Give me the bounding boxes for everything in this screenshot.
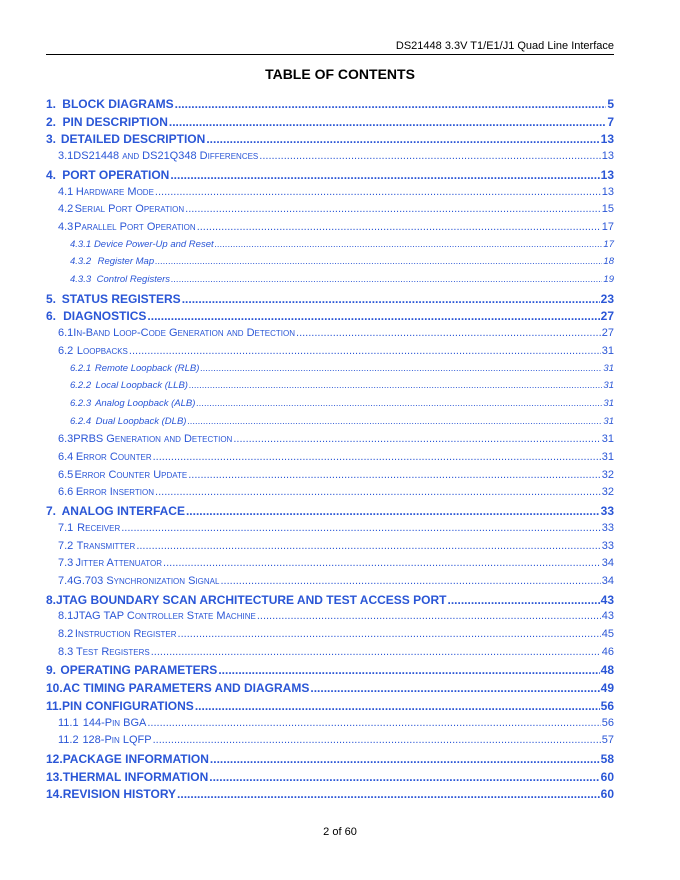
toc-entry-title[interactable]: JTAG BOUNDARY SCAN ARCHITECTURE AND TEST ACCESS PORT bbox=[56, 592, 447, 607]
toc-entry[interactable] bbox=[46, 97, 614, 111]
toc-entry[interactable] bbox=[46, 646, 614, 658]
toc-entry-page[interactable]: 31 bbox=[603, 415, 614, 427]
toc-entry-title[interactable]: REVISION HISTORY bbox=[62, 787, 177, 802]
toc-dot-leader bbox=[153, 451, 601, 463]
toc-dot-leader bbox=[259, 150, 600, 162]
toc-entry-title[interactable]: PRBS Generation and Detection bbox=[73, 433, 233, 446]
toc-entry-title[interactable]: Serial Port Operation bbox=[74, 203, 185, 216]
toc-entry-page[interactable]: 31 bbox=[603, 362, 614, 374]
toc-entry[interactable] bbox=[46, 132, 614, 146]
toc-entry-page[interactable]: 48 bbox=[600, 663, 614, 678]
toc-entry-number: 3. bbox=[46, 132, 57, 147]
toc-entry-number: 11. bbox=[46, 698, 63, 713]
toc-entry[interactable] bbox=[46, 752, 614, 766]
toc-entry[interactable] bbox=[46, 486, 614, 498]
toc-entry-title[interactable]: OPERATING PARAMETERS bbox=[60, 663, 218, 678]
toc-entry[interactable] bbox=[46, 433, 614, 445]
toc-entry-title[interactable]: Remote Loopback (RLB) bbox=[94, 362, 200, 374]
toc-entry-page[interactable]: 32 bbox=[601, 486, 614, 499]
toc-entry-page[interactable]: 49 bbox=[600, 681, 614, 696]
toc-entry-page[interactable]: 43 bbox=[601, 610, 614, 623]
toc-entry-number: 4. bbox=[46, 167, 57, 182]
toc-entry-page[interactable]: 33 bbox=[601, 539, 614, 552]
toc-dot-leader bbox=[257, 610, 601, 622]
toc-entry-page[interactable]: 5 bbox=[607, 97, 614, 111]
toc-entry-number: 7.3 bbox=[58, 557, 74, 570]
toc-entry[interactable] bbox=[46, 327, 614, 339]
toc-dot-leader bbox=[155, 486, 601, 498]
toc-dot-leader bbox=[169, 115, 606, 129]
toc-entry-number: 6.3 bbox=[58, 433, 74, 446]
toc-entry-number: 6.2.1 bbox=[70, 362, 92, 374]
toc-entry-page[interactable]: 13 bbox=[601, 150, 614, 163]
toc-entry-page[interactable]: 13 bbox=[601, 185, 614, 198]
toc-entry-title[interactable]: Test Registers bbox=[76, 645, 150, 658]
toc-entry[interactable] bbox=[46, 504, 614, 518]
toc-entry-page[interactable]: 27 bbox=[601, 327, 614, 340]
toc-entry[interactable] bbox=[46, 770, 614, 784]
toc-entry[interactable] bbox=[46, 239, 614, 250]
toc-entry-page[interactable]: 31 bbox=[603, 380, 614, 392]
toc-entry-page[interactable]: 15 bbox=[601, 203, 614, 216]
toc-entry-number: 4.3.3 bbox=[70, 274, 92, 285]
toc-entry-title[interactable]: Error Insertion bbox=[75, 486, 155, 499]
toc-dot-leader bbox=[310, 681, 599, 695]
toc-entry-number: 11.1 bbox=[58, 716, 79, 729]
toc-entry-number: 7.4 bbox=[58, 574, 74, 587]
toc-entry-page[interactable]: 31 bbox=[601, 433, 614, 446]
toc-entry-number: 6.5 bbox=[58, 468, 74, 481]
toc-entry-title[interactable]: Register Map bbox=[97, 256, 155, 268]
toc-dot-leader bbox=[185, 203, 601, 215]
toc-entry-title[interactable]: Receiver bbox=[77, 521, 121, 534]
toc-dot-leader bbox=[186, 504, 600, 518]
toc-entry-number: 11.2 bbox=[58, 734, 79, 747]
toc-entry-number: 4.1 bbox=[58, 185, 74, 198]
toc-entry-number: 6.2.2 bbox=[70, 380, 92, 392]
toc-dot-leader bbox=[296, 327, 601, 339]
toc-dot-leader bbox=[187, 416, 602, 427]
toc-entry-title[interactable]: JTAG TAP Controller State Machine bbox=[73, 610, 256, 623]
toc-entry[interactable] bbox=[46, 451, 614, 463]
toc-entry-number: 7.1 bbox=[58, 521, 74, 534]
toc-dot-leader bbox=[155, 256, 602, 267]
toc-entry-number: 4.3.1 bbox=[70, 238, 92, 250]
toc-entry[interactable] bbox=[46, 610, 614, 622]
toc-entry[interactable] bbox=[46, 734, 614, 746]
toc-entry-page[interactable]: 17 bbox=[601, 220, 614, 233]
toc-entry-title[interactable]: THERMAL INFORMATION bbox=[62, 769, 209, 784]
toc-dot-leader bbox=[189, 380, 602, 391]
toc-entry-page[interactable]: 60 bbox=[600, 769, 614, 784]
toc-entry-title[interactable]: Loopbacks bbox=[76, 344, 128, 357]
toc-entry[interactable] bbox=[46, 115, 614, 129]
toc-dot-leader bbox=[175, 97, 607, 111]
toc-entry-page[interactable]: 17 bbox=[603, 238, 614, 250]
toc-entry-number: 6.2.3 bbox=[70, 397, 92, 409]
toc-entry-page[interactable]: 7 bbox=[607, 114, 614, 129]
toc-dot-leader bbox=[136, 540, 600, 552]
page-number-footer: 2 of 60 bbox=[323, 826, 357, 838]
toc-entry[interactable] bbox=[46, 416, 614, 427]
toc-entry-page[interactable]: 33 bbox=[600, 504, 614, 519]
toc-entry[interactable] bbox=[46, 787, 614, 801]
toc-entry[interactable] bbox=[46, 717, 614, 729]
toc-dot-leader bbox=[177, 787, 600, 801]
toc-entry-page[interactable]: 32 bbox=[601, 468, 614, 481]
toc-entry-title[interactable]: PIN DESCRIPTION bbox=[62, 114, 168, 129]
toc-entry-page[interactable]: 19 bbox=[603, 274, 614, 285]
toc-entry[interactable] bbox=[46, 628, 614, 640]
toc-entry[interactable] bbox=[46, 593, 614, 607]
toc-dot-leader bbox=[209, 770, 599, 784]
toc-entry-title[interactable]: In-Band Loop-Code Generation and Detection bbox=[73, 327, 296, 340]
toc-entry[interactable] bbox=[46, 203, 614, 215]
toc-entry[interactable] bbox=[46, 540, 614, 552]
toc-entry[interactable] bbox=[46, 274, 614, 285]
toc-dot-leader bbox=[210, 752, 600, 766]
toc-entry-page[interactable]: 46 bbox=[601, 645, 614, 658]
toc-dot-leader bbox=[182, 292, 600, 306]
toc-entry-page[interactable]: 31 bbox=[601, 451, 614, 463]
toc-dot-leader bbox=[155, 186, 601, 198]
toc-entry-title[interactable]: Dual Loopback (DLB) bbox=[95, 415, 187, 427]
toc-dot-leader bbox=[151, 646, 601, 658]
toc-entry-page[interactable]: 45 bbox=[601, 628, 614, 640]
toc-entry-page[interactable]: 31 bbox=[603, 397, 614, 409]
toc-entry-title[interactable]: AC TIMING PARAMETERS AND DIAGRAMS bbox=[62, 681, 310, 696]
toc-entry-number: 7.2 bbox=[58, 539, 74, 552]
toc-entry[interactable] bbox=[46, 575, 614, 587]
toc-heading: TABLE OF CONTENTS bbox=[265, 66, 415, 82]
toc-dot-leader bbox=[197, 221, 601, 233]
toc-entry[interactable] bbox=[46, 221, 614, 233]
toc-dot-leader bbox=[163, 557, 601, 569]
toc-entry-number: 8.3 bbox=[58, 645, 74, 658]
toc-entry-title[interactable]: PACKAGE INFORMATION bbox=[62, 751, 209, 766]
toc-entry-page[interactable]: 13 bbox=[600, 167, 614, 182]
toc-entry[interactable] bbox=[46, 681, 614, 695]
toc-entry-page[interactable]: 18 bbox=[603, 256, 614, 268]
document-header-title: DS21448 3.3V T1/E1/J1 Quad Line Interface bbox=[395, 40, 614, 52]
toc-entry-number: 7. bbox=[46, 504, 57, 519]
toc-entry-title[interactable]: Device Power-Up and Reset bbox=[93, 238, 214, 250]
toc-dot-leader bbox=[188, 469, 601, 481]
toc-entry-page[interactable]: 58 bbox=[600, 751, 614, 766]
header-divider bbox=[46, 54, 614, 55]
toc-entry-number: 12. bbox=[46, 751, 63, 766]
toc-entry[interactable] bbox=[46, 345, 614, 357]
toc-entry-number: 3.1 bbox=[58, 150, 74, 163]
toc-entry-title[interactable]: Instruction Register bbox=[74, 628, 177, 640]
toc-entry-number: 6.1 bbox=[58, 327, 74, 340]
toc-dot-leader bbox=[147, 309, 599, 323]
toc-entry-number: 4.3.2 bbox=[70, 256, 92, 268]
toc-entry-number: 6. bbox=[46, 309, 57, 324]
toc-entry-number: 1. bbox=[46, 97, 57, 111]
toc-entry-page[interactable]: 23 bbox=[600, 291, 614, 306]
toc-entry-number: 14. bbox=[46, 787, 63, 802]
toc-entry-page[interactable]: 34 bbox=[601, 557, 614, 570]
toc-entry[interactable] bbox=[46, 309, 614, 323]
toc-entry[interactable] bbox=[46, 398, 614, 409]
toc-entry-title[interactable]: PIN CONFIGURATIONS bbox=[62, 698, 194, 713]
toc-entry-number: 2. bbox=[46, 114, 57, 129]
toc-entry-number: 9. bbox=[46, 663, 57, 678]
toc-entry-title[interactable]: ANALOG INTERFACE bbox=[61, 504, 185, 519]
toc-entry-title[interactable]: Transmitter bbox=[76, 539, 136, 552]
toc-entry-title[interactable]: Hardware Mode bbox=[75, 185, 154, 198]
toc-entry-page[interactable]: 31 bbox=[601, 344, 614, 357]
toc-dot-leader bbox=[447, 593, 599, 607]
toc-entry-number: 6.2 bbox=[58, 344, 74, 357]
toc-entry-title[interactable]: DS21448 and DS21Q348 Differences bbox=[73, 150, 259, 163]
toc-entry-title[interactable]: STATUS REGISTERS bbox=[61, 291, 181, 306]
toc-entry-title[interactable]: Error Counter Update bbox=[74, 468, 188, 481]
toc-entry-page[interactable]: 33 bbox=[601, 521, 614, 534]
toc-entry-title[interactable]: Jitter Attenuator bbox=[75, 557, 163, 570]
toc-entry-title[interactable]: Analog Loopback (ALB) bbox=[95, 397, 196, 409]
toc-dot-leader bbox=[178, 628, 601, 640]
toc-entry-page[interactable]: 57 bbox=[601, 734, 614, 747]
toc-entry-number: 8.1 bbox=[58, 610, 74, 623]
toc-entry-title[interactable]: PORT OPERATION bbox=[62, 167, 170, 182]
toc-entry[interactable] bbox=[46, 522, 614, 534]
toc-entry-title[interactable]: DETAILED DESCRIPTION bbox=[60, 132, 206, 147]
toc-entry-title[interactable]: G.703 Synchronization Signal bbox=[73, 574, 220, 587]
toc-entry-number: 6.6 bbox=[58, 486, 74, 499]
toc-dot-leader bbox=[206, 132, 599, 146]
toc-entry[interactable] bbox=[46, 663, 614, 677]
toc-entry[interactable] bbox=[46, 186, 614, 198]
toc-dot-leader bbox=[147, 717, 600, 729]
toc-entry[interactable] bbox=[46, 557, 614, 569]
toc-entry-number: 5. bbox=[46, 291, 57, 306]
toc-entry-page[interactable]: 56 bbox=[600, 698, 614, 713]
toc-entry-number: 6.2.4 bbox=[70, 415, 92, 427]
toc-dot-leader bbox=[215, 239, 603, 250]
toc-entry-number: 8. bbox=[46, 592, 57, 607]
toc-entry[interactable] bbox=[46, 292, 614, 306]
toc-entry-title[interactable]: Parallel Port Operation bbox=[74, 220, 196, 233]
toc-entry-title[interactable]: 128-Pin LQFP bbox=[82, 734, 152, 747]
toc-dot-leader bbox=[233, 433, 600, 445]
toc-entry-title[interactable]: BLOCK DIAGRAMS bbox=[62, 97, 174, 111]
toc-dot-leader bbox=[200, 363, 602, 374]
toc-entry-title[interactable]: Error Counter bbox=[75, 451, 152, 463]
toc-entry-page[interactable]: 13 bbox=[600, 132, 614, 147]
toc-entry-title[interactable]: Local Loopback (LLB) bbox=[95, 380, 188, 392]
toc-dot-leader bbox=[220, 575, 600, 587]
toc-dot-leader bbox=[196, 398, 602, 409]
toc-dot-leader bbox=[129, 345, 601, 357]
toc-entry[interactable] bbox=[46, 363, 614, 374]
toc-entry-number: 13. bbox=[46, 769, 63, 784]
toc-entry-title[interactable]: DIAGNOSTICS bbox=[63, 309, 147, 324]
toc-dot-leader bbox=[218, 663, 599, 677]
toc-entry-page[interactable]: 56 bbox=[601, 716, 614, 729]
toc-entry[interactable] bbox=[46, 699, 614, 713]
toc-entry[interactable] bbox=[46, 256, 614, 267]
toc-entry[interactable] bbox=[46, 150, 614, 162]
toc-entry-title[interactable]: 144-Pin BGA bbox=[82, 716, 147, 729]
toc-entry-page[interactable]: 60 bbox=[600, 787, 614, 802]
toc-entry-number: 4.3 bbox=[58, 220, 74, 233]
toc-entry[interactable] bbox=[46, 168, 614, 182]
toc-entry[interactable] bbox=[46, 469, 614, 481]
toc-dot-leader bbox=[171, 274, 602, 285]
toc-entry-number: 4.2 bbox=[58, 203, 74, 216]
toc-dot-leader bbox=[121, 522, 601, 534]
toc-entry-page[interactable]: 34 bbox=[601, 574, 614, 587]
toc-entry-number: 8.2 bbox=[58, 628, 74, 640]
toc-dot-leader bbox=[153, 734, 601, 746]
toc-entry-number: 6.4 bbox=[58, 451, 74, 463]
toc-entry-page[interactable]: 43 bbox=[600, 592, 614, 607]
toc-entry-page[interactable]: 27 bbox=[600, 309, 614, 324]
toc-entry-title[interactable]: Control Registers bbox=[96, 274, 171, 285]
toc-dot-leader bbox=[195, 699, 600, 713]
toc-dot-leader bbox=[170, 168, 599, 182]
toc-entry[interactable] bbox=[46, 380, 614, 391]
toc-entry-number: 10. bbox=[46, 681, 63, 696]
